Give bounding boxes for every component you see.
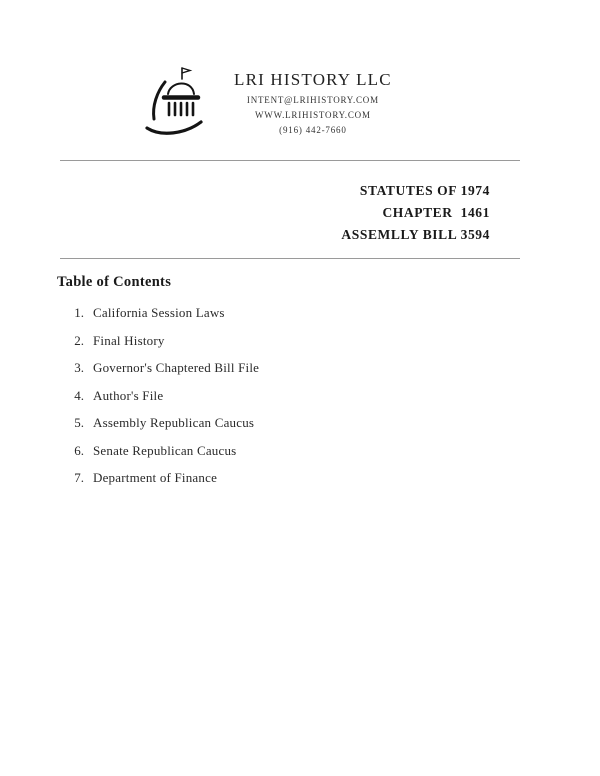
toc-item: [66, 333, 259, 349]
company-name: LRI HISTORY LLC: [234, 70, 392, 89]
toc-item-number: 7.: [74, 470, 84, 485]
toc-item: [66, 305, 259, 321]
toc-item-label: California Session Laws: [93, 305, 225, 320]
assembly-bill-line: ASSEMLLY BILL 3594: [341, 227, 490, 242]
letterhead: [140, 60, 392, 146]
toc-item: [66, 360, 259, 376]
toc-item-number: 4.: [74, 387, 84, 403]
toc-item-number: 5.: [74, 415, 84, 430]
capitol-logo-icon: [140, 64, 212, 146]
toc-item-number: 1.: [74, 305, 84, 320]
divider-top: [60, 160, 520, 161]
company-website: WWW.LRIHISTORY.COM: [255, 110, 371, 120]
toc-item-label: Final History: [93, 332, 165, 348]
chapter-line: CHAPTER 1461: [382, 205, 490, 220]
toc-title: Table of Contents: [57, 274, 172, 290]
toc-item-label: Senate Republican Caucus: [93, 442, 237, 458]
toc-item: [66, 415, 259, 431]
statute-reference: [341, 180, 490, 246]
toc-item-number: 2.: [74, 332, 84, 348]
toc-item-label: Department of Finance: [93, 470, 218, 485]
toc-item-number: 3.: [74, 360, 84, 375]
toc-item-label: Author's File: [93, 387, 164, 403]
toc-item-label: Assembly Republican Caucus: [93, 415, 255, 430]
toc-item-number: 6.: [74, 442, 84, 458]
toc-item-label: Governor's Chaptered Bill File: [93, 360, 260, 375]
company-email: INTENT@LRIHISTORY.COM: [246, 95, 379, 105]
divider-bottom: [60, 258, 520, 259]
toc-item: [66, 443, 259, 459]
toc-item: [66, 470, 259, 486]
toc-list: [66, 305, 259, 498]
toc-item: [66, 388, 259, 404]
letterhead-text: [234, 60, 392, 135]
statutes-line: STATUTES OF 1974: [359, 183, 490, 198]
company-phone: (916) 442-7660: [279, 125, 347, 135]
